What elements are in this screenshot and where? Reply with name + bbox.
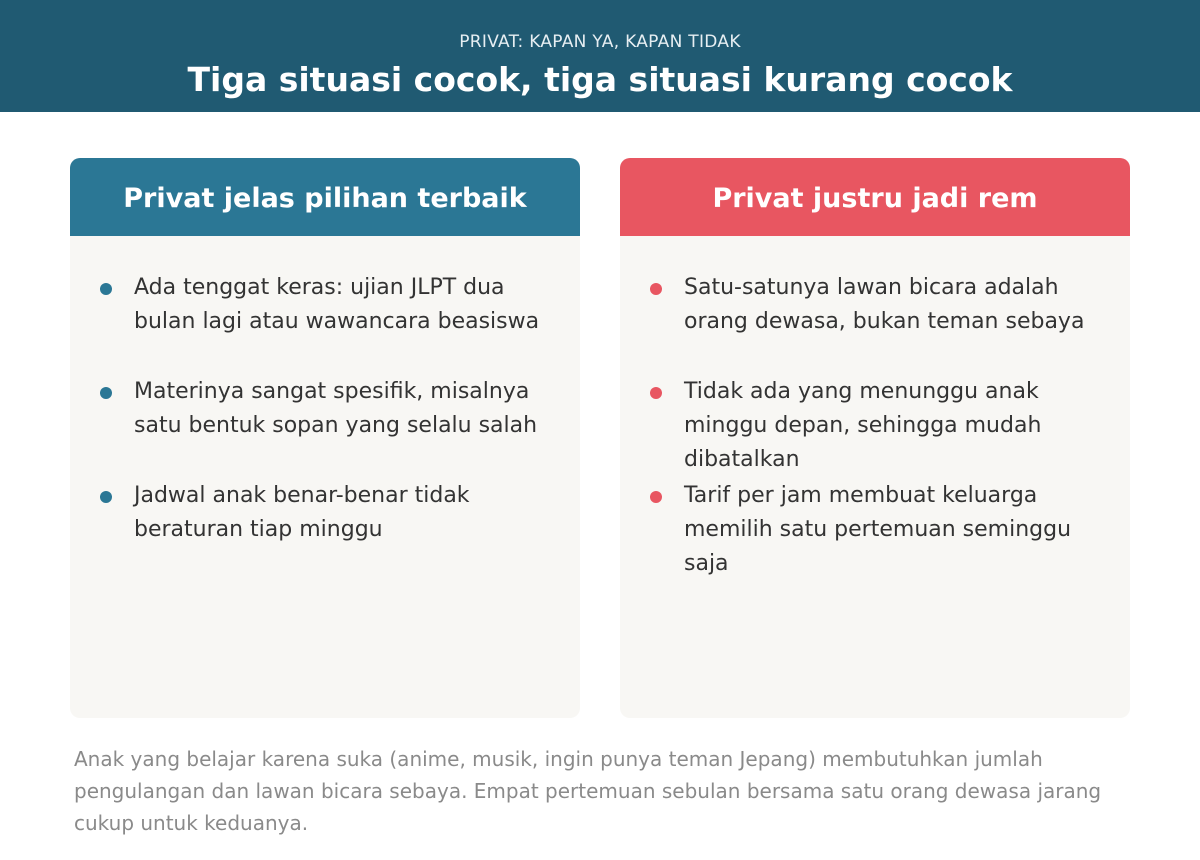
bullet-dot-icon xyxy=(650,387,662,399)
list-item xyxy=(684,271,1104,339)
good-situations-list xyxy=(70,158,580,718)
bullet-dot-icon xyxy=(100,491,112,503)
page-header xyxy=(0,0,1200,112)
good-situations-card xyxy=(70,158,580,718)
footnote: Anak yang belajar karena suka (anime, musik, ingin punya teman Jepang) membutuhkan jumlah pengulangan dan lawan bicara sebaya. Empat pertemuan sebulan bersama satu orang dewasa jarang cukup untuk keduanya. xyxy=(74,747,1102,835)
good-situations-heading: Privat jelas pilihan terbaik xyxy=(70,158,580,236)
list-item-text: Materinya sangat spesifik, misalnya satu bentuk sopan yang selalu salah xyxy=(134,379,538,438)
list-item-text: Satu-satunya lawan bicara adalah orang dewasa, bukan teman sebaya xyxy=(684,275,1085,334)
page-title: Tiga situasi cocok, tiga situasi kurang cocok xyxy=(187,60,1013,99)
bad-situations-list xyxy=(620,158,1130,718)
list-item-text: Jadwal anak benar-benar tidak beraturan tiap minggu xyxy=(134,483,470,542)
bullet-dot-icon xyxy=(100,283,112,295)
bullet-dot-icon xyxy=(650,491,662,503)
list-item xyxy=(134,271,554,339)
list-item-text: Ada tenggat keras: ujian JLPT dua bulan lagi atau wawancara beasiswa xyxy=(134,275,540,334)
page-eyebrow: PRIVAT: KAPAN YA, KAPAN TIDAK xyxy=(459,32,741,52)
list-item xyxy=(684,479,1104,581)
bad-situations-card xyxy=(620,158,1130,718)
list-item xyxy=(134,375,554,443)
list-item-text: Tarif per jam membuat keluarga memilih satu pertemuan seminggu saja xyxy=(684,483,1072,576)
list-item xyxy=(684,375,1104,477)
bullet-dot-icon xyxy=(100,387,112,399)
list-item xyxy=(134,479,554,547)
bullet-dot-icon xyxy=(650,283,662,295)
bad-situations-heading: Privat justru jadi rem xyxy=(620,158,1130,236)
list-item-text: Tidak ada yang menunggu anak minggu depan, sehingga mudah dibatalkan xyxy=(684,379,1042,472)
